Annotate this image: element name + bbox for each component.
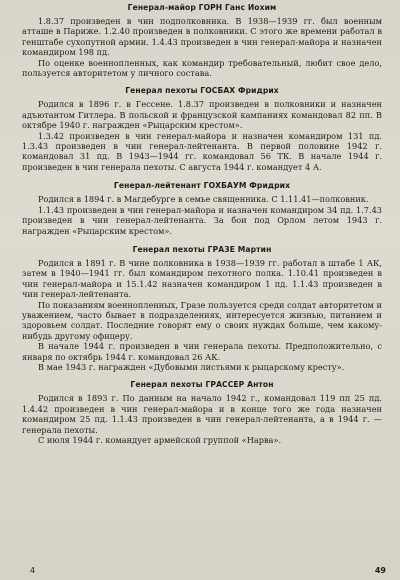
signature-mark: 4 (30, 566, 36, 575)
biography-gosbakh (22, 86, 382, 172)
biography-gokhbaum (22, 181, 382, 236)
section-heading: Генерал пехоты ГОСБАХ Фридрих (125, 86, 279, 96)
paragraph: С июля 1944 г. командует армейской группой «Нарва». (38, 435, 282, 445)
paragraph: 1.8.37 произведен в чин подполковника. В 1938—1939 гг. был военным атташе в Париже. 1.2.40 произведен в полковники. С этого же времени работал в генштабе сухопутной армии. 1.4.43 произведен в чин генерал-майора и назначен командиром 198 пд. (22, 16, 382, 58)
paragraph: По показаниям военнопленных, Грaзе пользуется среди солдат авторитетом и уважением, часто бывает в подразделениях, интересуется жизнью, питанием и здоровьем солдат. Последние говорят ему о своих нуждах больше, чем какому-нибудь другому офицеру. (22, 299, 382, 341)
paragraph: 1.3.42 произведен в чин генерал-майора и назначен командиром 131 пд. 1.3.43 произведен в чин генерал-лейтенанта. В первой половине 1942 г. командовал 31 пд. В 1943—1944 гг. командовал 56 ТК. В начале 1944 г. произведен в чин генерала пехоты. С августа 1944 г. командует 4 А. (22, 130, 382, 172)
section-heading: Генерал-майор ГОРН Ганс Иохим (127, 3, 277, 12)
paragraph: 1.1.43 произведен в чин генерал-майора и назначен командиром 34 пд. 1.7.43 произведен в чин генерал-лейтенанта. За бои под Орлом летом 1943 г. награжден «Рыцарским крестом». (22, 204, 382, 236)
paragraph: В мае 1943 г. награжден «Дубовыми листьями к рыцарскому кресту». (38, 361, 345, 372)
page-footer (0, 566, 400, 578)
biography-grasser (22, 380, 382, 445)
page-number: 49 (374, 566, 386, 575)
paragraph: По оценке военнопленных, как командир требовательный, любит свое дело, пользуется авторитетом у личного состава. (22, 57, 382, 79)
section-heading: Генерал-лейтенант ГОХБАУМ Фридрих (113, 181, 291, 191)
section-heading: Генерал пехоты ГРАЗЕ Мартин (132, 244, 272, 254)
paragraph: Родился в 1893 г. По данным на начало 1942 г., командовал 119 пп 25 пд. 1.4.42 произведен в чин генерал-майора и в конце того же года назначен командиром 25 пд. 1.1.43 произведен в чин генерал-лейтенанта, а в 1944 г. — генерала пехоты. (22, 393, 382, 435)
paragraph: Родился в 1894 г. в Магдебурге в семье священника. С 1.11.41—полковник. (38, 194, 369, 205)
paragraph: Родился в 1896 г. в Гессене. 1.8.37 произведен в полковники и назначен адъютантом Гитлера. В польской и французской кампаниях командовал 82 пп. В октябре 1940 г. награжден «Рыцарским крестом». (22, 99, 382, 131)
paragraph: В начале 1944 г. произведен в чин генерала пехоты. Предположительно, с января по октябрь 1944 г. командовал 26 АК. (22, 341, 382, 362)
paragraph: Родился в 1891 г. В чине полковника в 1938—1939 гг. работал в штабе 1 АК, затем в 1940—1941 гг. был командиром пехотного полка. 1.10.41 произведен в чин генерал-майора и 15.1.42 назначен командиром 1 пд. 1.1.43 произведен в чин генерал-лейтенанта. (22, 257, 382, 300)
biography-gorn (22, 3, 382, 78)
biography-graze (22, 245, 382, 372)
section-heading: Генерал пехоты ГРАССЕР Антон (130, 380, 274, 390)
